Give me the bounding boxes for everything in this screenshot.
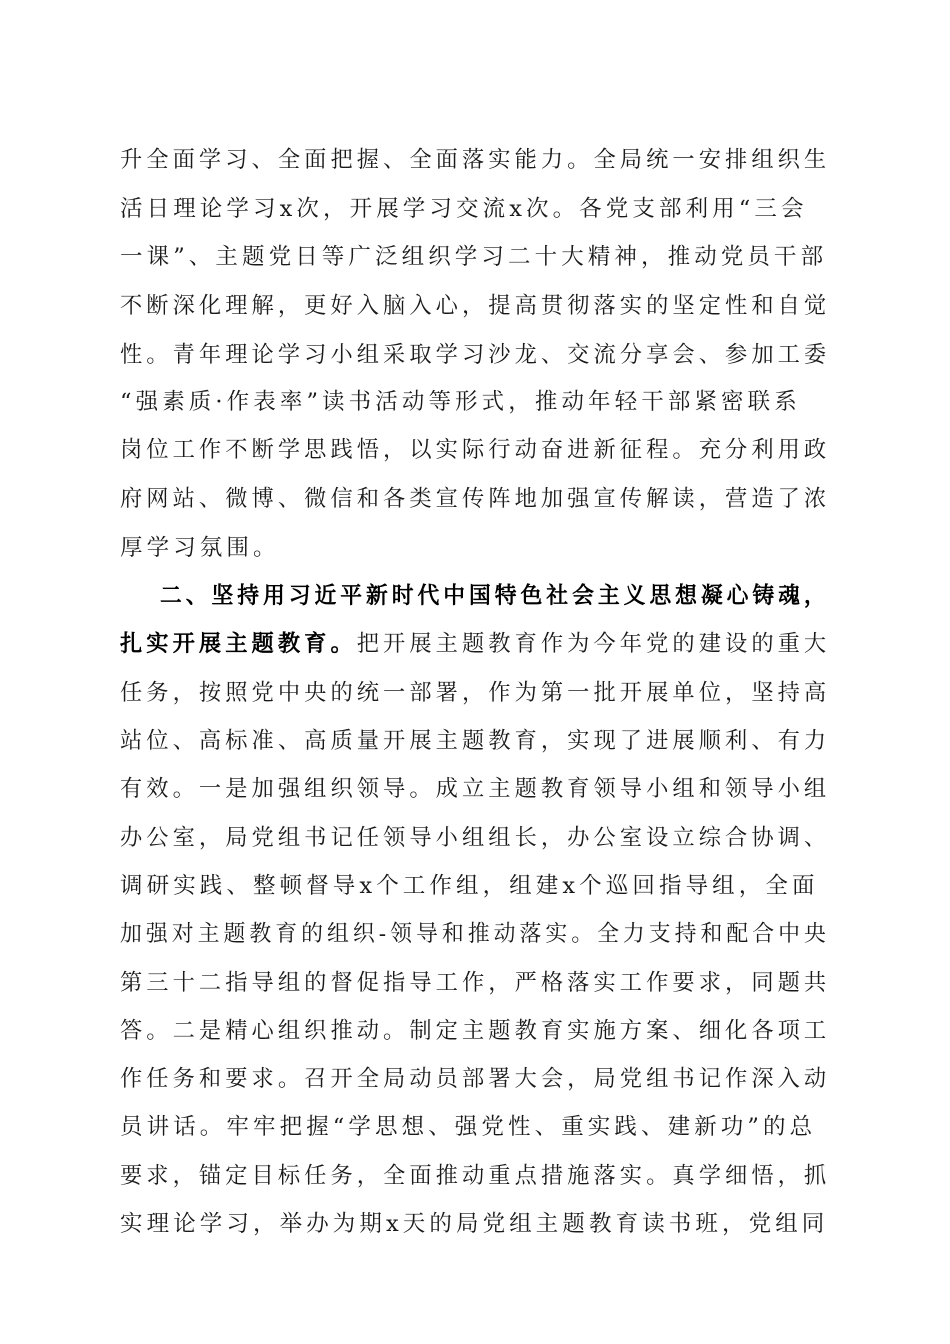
paragraph-1-line: 岗位工作不断学思践悟，以实际行动奋进新征程。充分利用政 xyxy=(120,437,831,463)
paragraph-1-line: 性。青年理论学习小组采取学习沙龙、交流分享会、参加工委 xyxy=(120,342,831,368)
paragraph-2-line: 调研实践、整顿督导x个工作组，组建x个巡回指导组，全面 xyxy=(120,873,819,899)
paragraph-2-line: 员讲话。牢牢把握“学思想、强党性、重实践、建新功”的总 xyxy=(120,1114,817,1140)
paragraph-2-line: 办公室，局党组书记任领导小组组长，办公室设立综合协调、 xyxy=(120,825,831,851)
paragraph-2-line: 站位、高标准、高质量开展主题教育，实现了进展顺利、有力 xyxy=(120,728,831,754)
paragraph-2-line: 任务，按照党中央的统一部署，作为第一批开展单位，坚持高 xyxy=(120,680,831,706)
paragraph-1-line: 升全面学习、全面把握、全面落实能力。全局统一安排组织生 xyxy=(120,147,831,173)
section-heading-continued xyxy=(120,627,830,661)
paragraph-1-line: 一课”、主题党日等广泛组织学习二十大精神，推动党员干部 xyxy=(120,244,828,270)
paragraph-2-line: 要求，锚定目标任务，全面推动重点措施落实。真学细悟，抓 xyxy=(120,1163,831,1189)
section-heading: 二、坚持用习近平新时代中国特色社会主义思想凝心铸魂， xyxy=(160,583,830,609)
paragraph-2-line: 作任务和要求。召开全局动员部署大会，局党组书记作深入动 xyxy=(120,1066,831,1092)
paragraph-2-line: 答。二是精心组织推动。制定主题教育实施方案、细化各项工 xyxy=(120,1018,831,1044)
paragraph-1-line: 府网站、微博、微信和各类宣传阵地加强宣传解读，营造了浓 xyxy=(120,486,831,512)
paragraph-2-line: 第三十二指导组的督促指导工作，严格落实工作要求，同题共 xyxy=(120,970,831,996)
paragraph-2-line: 加强对主题教育的组织-领导和推动落实。全力支持和配合中央 xyxy=(120,921,830,947)
paragraph-2-first-text: 把开展主题教育作为今年党的建设的重大 xyxy=(356,631,831,657)
paragraph-2-line: 有效。一是加强组织领导。成立主题教育领导小组和领导小组 xyxy=(120,776,831,802)
paragraph-1-line: 厚学习氛围。 xyxy=(120,535,280,561)
paragraph-1-line: “强素质·作表率”读书活动等形式，推动年轻干部紧密联系 xyxy=(120,389,801,415)
paragraph-2-line: 实理论学习，举办为期x天的局党组主题教育读书班，党组同 xyxy=(120,1211,829,1237)
section-heading-tail: 扎实开展主题教育。 xyxy=(120,631,357,657)
paragraph-1-line: 不断深化理解，更好入脑入心，提高贯彻落实的坚定性和自觉 xyxy=(120,293,831,319)
paragraph-1-line: 活日理论学习x次，开展学习交流x次。各党支部利用“三会 xyxy=(120,196,808,222)
